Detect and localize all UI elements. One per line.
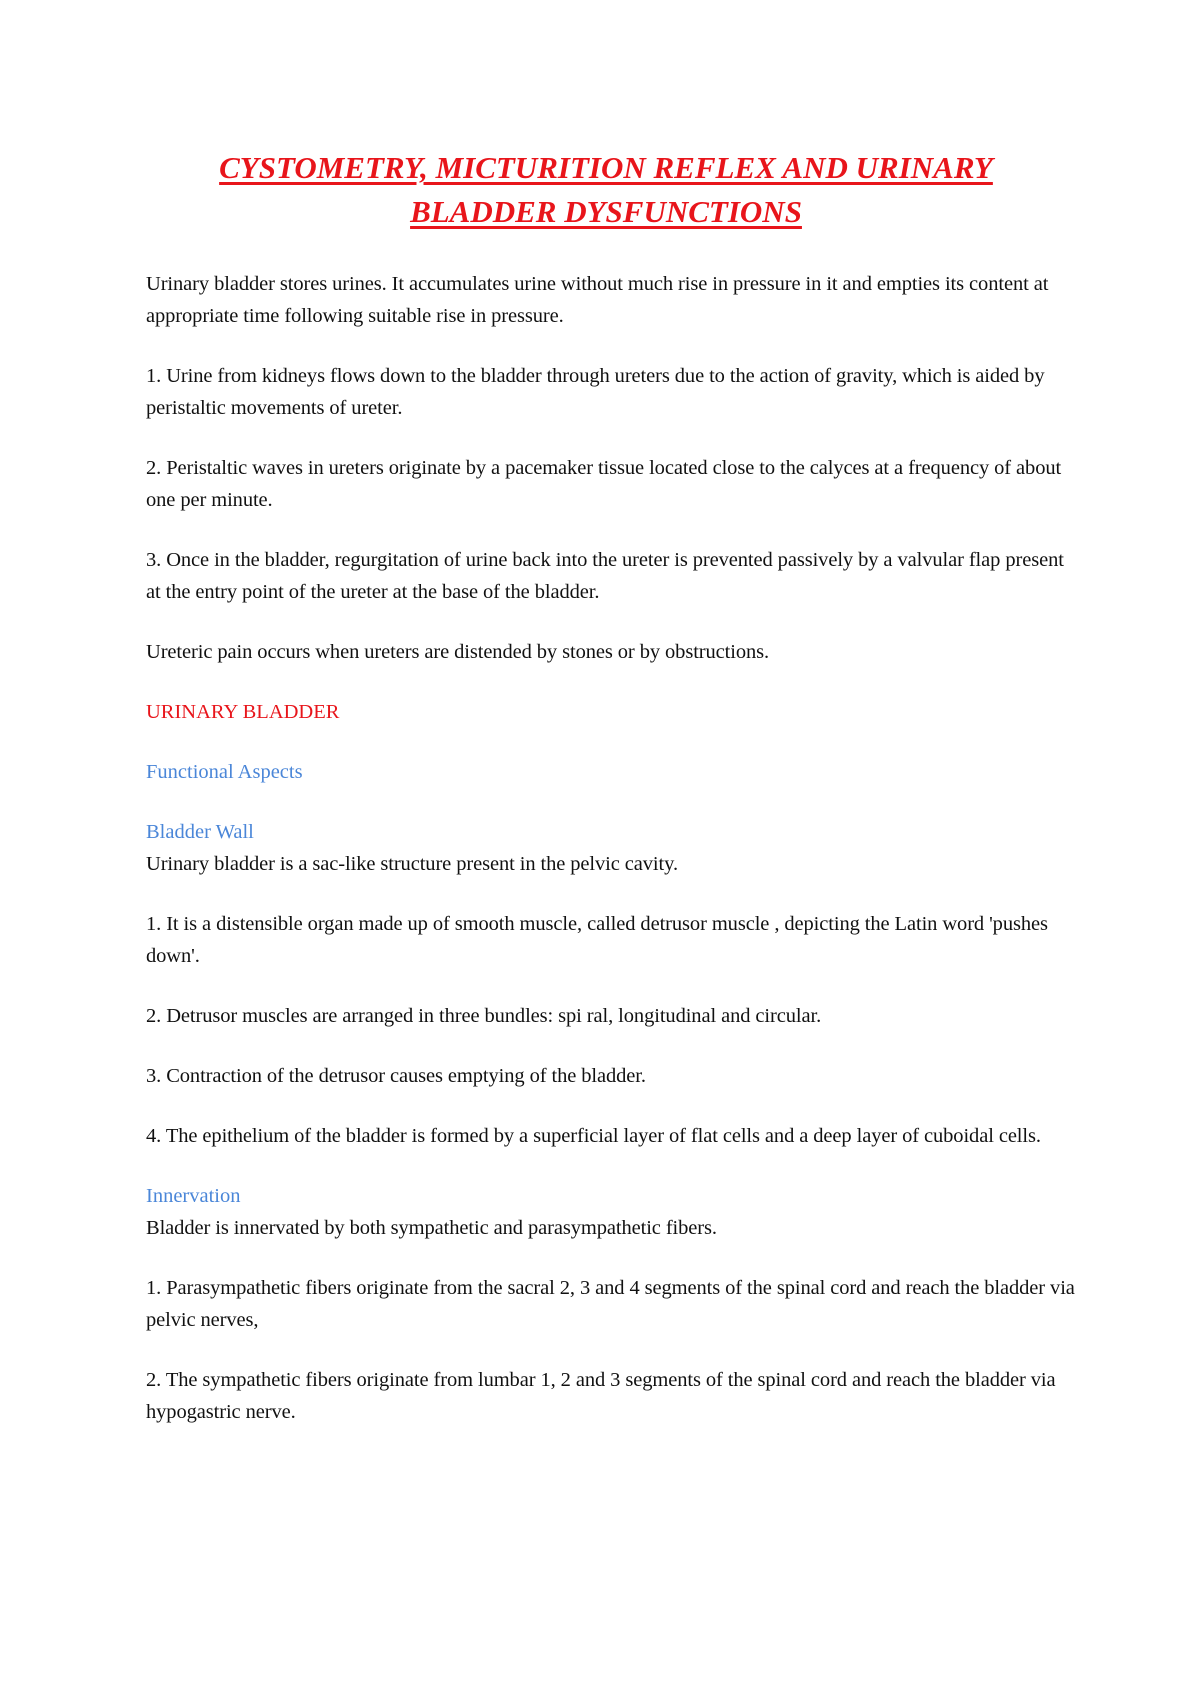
title-line-1: CYSTOMETRY, MICTURITION REFLEX AND URINARY <box>219 150 993 185</box>
subheading-innervation: Innervation <box>146 1185 241 1207</box>
bladder-wall-point-1: 1. It is a distensible organ made up of smooth muscle, called detrusor muscle , depicting the Latin word 'pushes down'. <box>146 913 1048 967</box>
innervation-point-2: 2. The sympathetic fibers originate from lumbar 1, 2 and 3 segments of the spinal cord and reach the bladder via hypogastric nerve. <box>146 1369 1056 1423</box>
intro-point-1: 1. Urine from kidneys flows down to the bladder through ureters due to the action of gravity, which is aided by peristaltic movements of ureter. <box>146 365 1045 419</box>
section-heading-urinary-bladder: URINARY BLADDER <box>146 701 340 723</box>
subheading-functional-aspects: Functional Aspects <box>146 761 303 783</box>
bladder-wall-paragraph: Urinary bladder is a sac-like structure present in the pelvic cavity. <box>146 853 678 875</box>
subheading-bladder-wall: Bladder Wall <box>146 821 254 843</box>
bladder-wall-point-3: 3. Contraction of the detrusor causes emptying of the bladder. <box>146 1065 646 1087</box>
document-title <box>146 146 1080 234</box>
intro-paragraph: Urinary bladder stores urines. It accumulates urine without much rise in pressure in it and empties its content at appropriate time following suitable rise in pressure. <box>146 273 1049 327</box>
intro-point-3: 3. Once in the bladder, regurgitation of urine back into the ureter is prevented passively by a valvular flap present at the entry point of the ureter at the base of the bladder. <box>146 549 1064 603</box>
title-line-2: BLADDER DYSFUNCTIONS <box>410 194 802 229</box>
ureteric-pain-paragraph: Ureteric pain occurs when ureters are distended by stones or by obstructions. <box>146 641 770 663</box>
bladder-wall-point-2: 2. Detrusor muscles are arranged in three bundles: spi ral, longitudinal and circular. <box>146 1005 822 1027</box>
innervation-point-1: 1. Parasympathetic fibers originate from the sacral 2, 3 and 4 segments of the spinal cord and reach the bladder via pelvic nerves, <box>146 1277 1075 1331</box>
innervation-paragraph: Bladder is innervated by both sympathetic and parasympathetic fibers. <box>146 1217 717 1239</box>
bladder-wall-point-4: 4. The epithelium of the bladder is formed by a superficial layer of flat cells and a deep layer of cuboidal cells. <box>146 1125 1041 1147</box>
intro-point-2: 2. Peristaltic waves in ureters originate by a pacemaker tissue located close to the calyces at a frequency of about one per minute. <box>146 457 1062 511</box>
